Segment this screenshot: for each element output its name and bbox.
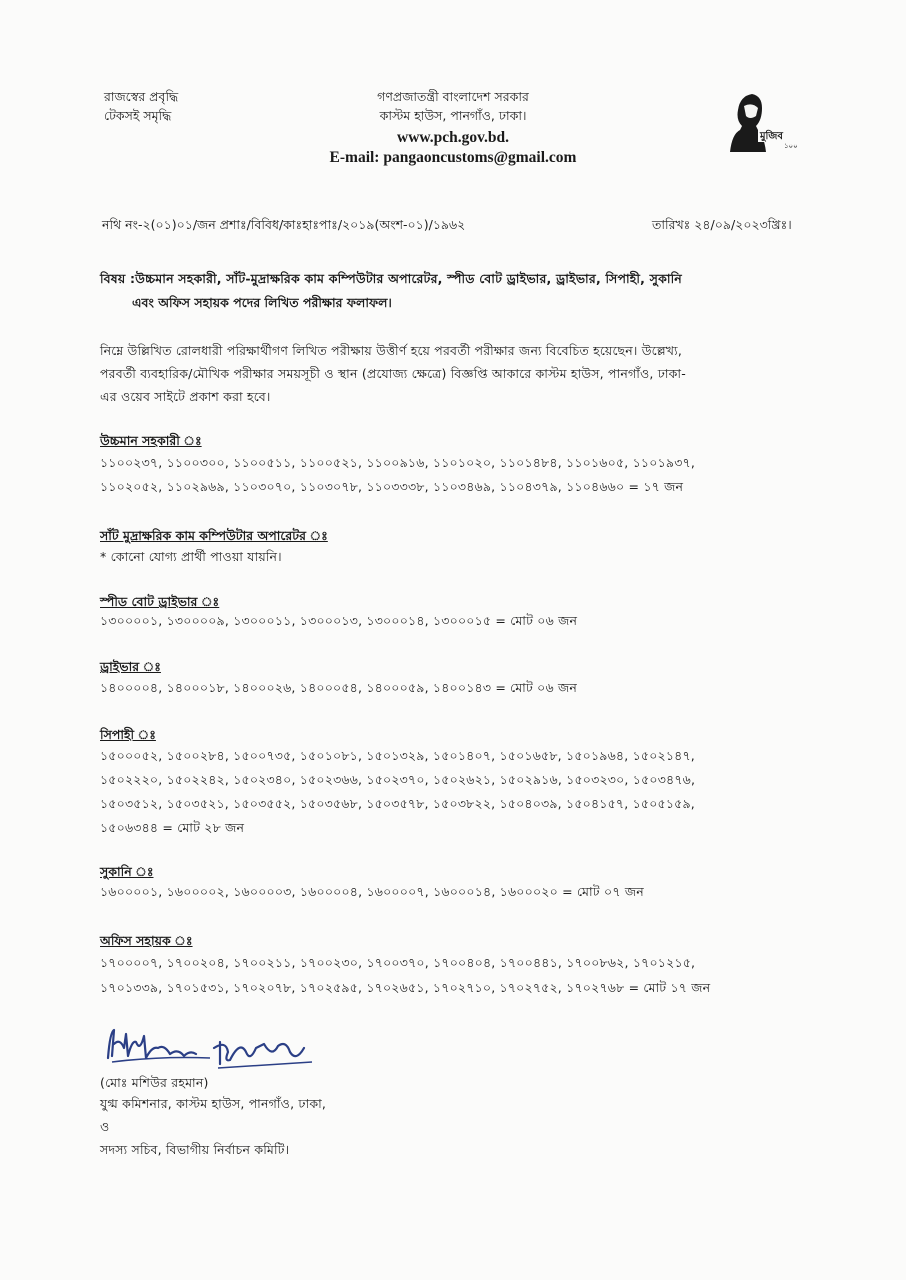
roll-list-line: ১৫০৩৫১২, ১৫০৩৫২১, ১৫০৩৫৫২, ১৫০৩৫৬৮, ১৫০৩৫৭৮, ১৫০৩৮২২, ১৫০৪০৩৯, ১৫০৪১৫৭, ১৫০৫১৫৯, xyxy=(100,796,695,811)
svg-text:মুজিব: মুজিব xyxy=(760,131,783,142)
body-line-1: নিম্নে উল্লিখিত রোলধারী পরিক্ষার্থীগণ লিখিত পরীক্ষায় উত্তীর্ণ হয়ে পরবর্তী পরীক্ষার জন্য বিবেচিত হয়েছেন। উল্লেখ্য, xyxy=(100,343,683,358)
section-title-office-assistant: অফিস সহায়ক ঃ xyxy=(100,933,193,948)
signatory-designation-1: যুগ্ম কমিশনার, কাস্টম হাউস, পানগাঁও, ঢাকা, xyxy=(100,1096,327,1111)
roll-list-line: ১৫০০০৫২, ১৫০০২৮৪, ১৫০০৭৩৫, ১৫০১০৮১, ১৫০১৩২৯, ১৫০১৪০৭, ১৫০১৬৫৮, ১৫০১৯৬৪, ১৫০২১৪৭, xyxy=(100,748,695,763)
slogan-line-2: টেকসই সমৃদ্ধি xyxy=(104,108,172,123)
mujib-100-logo xyxy=(722,86,810,156)
section-title-speed-boat-driver: স্পীড বোট ড্রাইভার ঃ xyxy=(100,594,220,609)
roll-list-line: ১১০২০৫২, ১১০২৯৬৯, ১১০৩০৭০, ১১০৩০৭৮, ১১০৩৩৩৮, ১১০৩৪৬৯, ১১০৪৩৭৯, ১১০৪৬৬০ = ১৭ জন xyxy=(100,479,684,494)
svg-text:১০০: ১০০ xyxy=(784,142,798,150)
slogan-line-1: রাজস্বের প্রবৃদ্ধি xyxy=(104,89,179,104)
office-address: কাস্টম হাউস, পানগাঁও, ঢাকা। xyxy=(379,108,527,123)
signatory-designation-2: সদস্য সচিব, বিভাগীয় নির্বাচন কমিটি। xyxy=(100,1142,290,1157)
body-line-2: পরবর্তী ব্যবহারিক/মৌখিক পরীক্ষার সময়সূচী ও স্থান (প্রযোজ্য ক্ষেত্রে) বিজ্ঞপ্তি আকারে কাস্টম হাউস, পানগাঁও, ঢাকা- xyxy=(100,366,686,381)
government-name: গণপ্রজাতন্ত্রী বাংলাদেশ সরকার xyxy=(377,89,529,104)
section-title-sukani: সুকানি ঃ xyxy=(100,864,154,879)
roll-list-line: ১৫০৬৩৪৪ = মোট ২৮ জন xyxy=(100,820,245,835)
no-candidate-note: * কোনো যোগ্য প্রার্থী পাওয়া যায়নি। xyxy=(100,549,282,564)
email-address[interactable]: E-mail: pangaoncustoms@gmail.com xyxy=(329,149,577,166)
roll-list-line: ১৫০২২২০, ১৫০২২৪২, ১৫০২৩৪০, ১৫০২৩৬৬, ১৫০২৩৭০, ১৫০২৬২১, ১৫০২৯১৬, ১৫০৩২৩০, ১৫০৩৪৭৬, xyxy=(100,772,696,787)
section-title-driver: ড্রাইভার ঃ xyxy=(100,659,161,674)
roll-list-line: ১১০০২৩৭, ১১০০৩০০, ১১০০৫১১, ১১০০৫২১, ১১০০৯১৬, ১১০১০২০, ১১০১৪৮৪, ১১০১৬০৫, ১১০১৯৩৭, xyxy=(100,455,696,470)
roll-list-line: ১৭০১৩৩৯, ১৭০১৫৩১, ১৭০২০৭৮, ১৭০২৫৯৫, ১৭০২৬৫১, ১৭০২৭১০, ১৭০২৭৫২, ১৭০২৭৬৮ = মোট ১৭ জন xyxy=(100,980,711,995)
subject-line-1: বিষয় :উচ্চমান সহকারী, সাঁট-মুদ্রাক্ষরিক কাম কম্পিউটার অপারেটর, স্পীড বোট ড্রাইভার, ড্রাইভার, সিপাহী, সুকানি xyxy=(100,271,682,286)
roll-list-line: ১৪০০০০৪, ১৪০০০১৮, ১৪০০০২৬, ১৪০০০৫৪, ১৪০০০৫৯, ১৪০০১৪৩ = মোট ০৬ জন xyxy=(100,680,578,695)
roll-list-line: ১৩০০০০১, ১৩০০০০৯, ১৩০০০১১, ১৩০০০১৩, ১৩০০০১৪, ১৩০০০১৫ = মোট ০৬ জন xyxy=(100,613,578,628)
signatory-name: (মোঃ মশিউর রহমান) xyxy=(100,1075,209,1090)
body-line-3: এর ওয়েব সাইটে প্রকাশ করা হবে। xyxy=(100,389,271,404)
memo-number: নথি নং-২(০১)০১/জন প্রশাঃ/বিবিধ/কাঃহাঃপাঃ/২০১৯(অংশ-০১)/১৯৬২ xyxy=(102,217,466,232)
website-link[interactable]: www.pch.gov.bd. xyxy=(397,129,509,146)
roll-list-line: ১৬০০০০১, ১৬০০০০২, ১৬০০০০৩, ১৬০০০০৪, ১৬০০০০৭, ১৬০০০১৪, ১৬০০০২০ = মোট ০৭ জন xyxy=(100,884,644,899)
conjunction-and: ও xyxy=(100,1119,110,1134)
section-title-shat-mudrakshorik: সাঁট মুদ্রাক্ষরিক কাম কম্পিউটার অপারেটর ঃ xyxy=(100,528,328,543)
handwritten-signature xyxy=(100,1018,315,1078)
subject-line-2: এবং অফিস সহায়ক পদের লিখিত পরীক্ষার ফলাফল। xyxy=(132,295,392,310)
memo-date: তারিখঃ ২৪/০৯/২০২৩খ্রিঃ। xyxy=(652,217,792,232)
section-title-uchchaman: উচ্চমান সহকারী ঃ xyxy=(100,433,202,448)
roll-list-line: ১৭০০০০৭, ১৭০০২০৪, ১৭০০২১১, ১৭০০২৩০, ১৭০০৩৭০, ১৭০০৪০৪, ১৭০০৪৪১, ১৭০০৮৬২, ১৭০১২১৫, xyxy=(100,955,696,970)
section-title-sipahi: সিপাহী ঃ xyxy=(100,727,156,742)
